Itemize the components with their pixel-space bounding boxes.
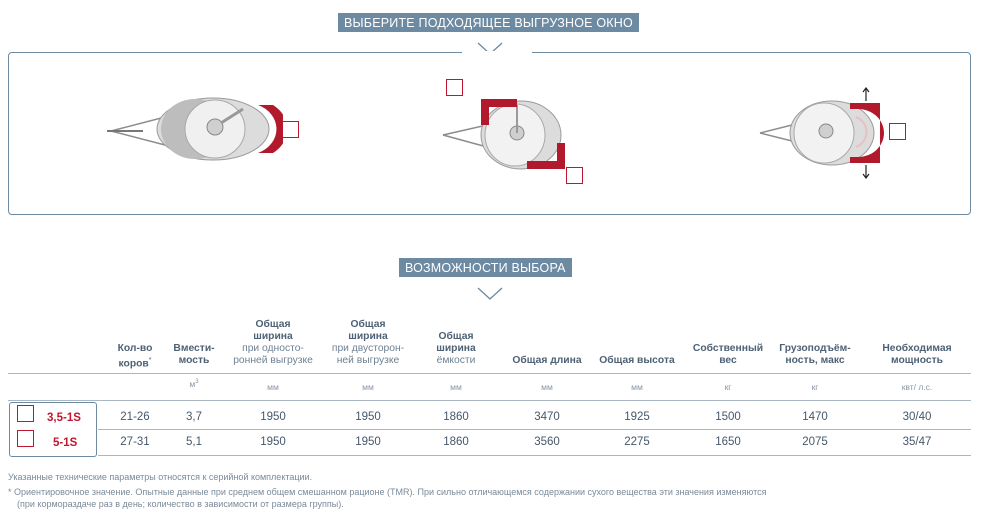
unit-height: мм [631, 382, 643, 392]
table-bottom-divider [98, 455, 971, 456]
cell-width-single: 1950 [260, 436, 286, 448]
unload-window-panel [8, 52, 971, 215]
unit-payload: кг [811, 382, 819, 392]
cell-cows: 21-26 [120, 411, 150, 423]
cell-cows: 27-31 [120, 436, 150, 448]
model-checkbox-1[interactable] [17, 405, 34, 422]
model-name: 3,5-1S [47, 412, 81, 424]
unit-length: мм [541, 382, 553, 392]
cell-capacity: 3,7 [186, 411, 202, 423]
cell-power: 30/40 [902, 411, 932, 423]
col-header-width-tank: Общая ширина ёмкости [436, 331, 476, 366]
select-window-banner: ВЫБЕРИТЕ ПОДХОДЯЩЕЕ ВЫГРУЗНОЕ ОКНО [338, 13, 639, 32]
mixer-side-window-image [103, 95, 283, 163]
col-header-capacity: Вмести- мость [173, 343, 215, 366]
cell-weight: 1650 [715, 436, 741, 448]
cell-capacity: 5,1 [186, 436, 202, 448]
col-header-cows: Кол-во коров* [117, 343, 153, 370]
cell-power: 35/47 [902, 436, 932, 448]
side-window-checkbox[interactable] [282, 121, 299, 138]
col-header-width-single: Общая ширина при односто- ронней выгрузке [233, 319, 313, 366]
cell-payload: 2075 [802, 436, 828, 448]
header-divider [8, 373, 971, 374]
cell-height: 2275 [624, 436, 650, 448]
col-header-width-double: Общая ширина при двусторон- ней выгрузке [331, 319, 405, 366]
options-banner: ВОЗМОЖНОСТИ ВЫБОРА [399, 258, 572, 277]
cell-width-tank: 1860 [443, 411, 469, 423]
unit-capacity: $м^3$ [189, 379, 199, 389]
unit-weight: кг [724, 382, 732, 392]
units-divider [8, 400, 971, 401]
col-header-power: Необходимая мощность [882, 343, 952, 366]
mixer-adjustable-window-image [754, 87, 894, 179]
col-header-weight: Собственный вес [692, 343, 764, 366]
cell-width-tank: 1860 [443, 436, 469, 448]
cell-weight: 1500 [715, 411, 741, 423]
cell-width-double: 1950 [355, 436, 381, 448]
cell-height: 1925 [624, 411, 650, 423]
footnote-standard-equipment: Указанные технические параметры относятся к серийной комплектации. [8, 472, 313, 482]
footnote-estimate: * Ориентировочное значение. Опытные данные при среднем общем смешанном рационе (TMR). При сильно отличающемся содержании сухого вещества эти значения изменяются [8, 487, 767, 497]
col-header-payload: Грузоподъём- ность, макс [779, 343, 851, 366]
col-header-length: Общая длина [512, 355, 582, 366]
unit-width-tank: мм [450, 382, 462, 392]
cell-width-single: 1950 [260, 411, 286, 423]
adjustable-window-checkbox[interactable] [889, 123, 906, 140]
unit-width-single: мм [267, 382, 279, 392]
cell-payload: 1470 [802, 411, 828, 423]
footnote-estimate-cont: (при кормораздаче раз в день; количество в зависимости от размера группы). [17, 499, 344, 509]
rear-window-checkbox[interactable] [566, 167, 583, 184]
cell-length: 3470 [534, 411, 560, 423]
chevron-down-icon [477, 287, 503, 301]
model-name: 5-1S [53, 437, 78, 449]
cell-length: 3560 [534, 436, 560, 448]
unit-power: квт/ л.с. [901, 382, 933, 392]
unit-width-double: мм [362, 382, 374, 392]
cell-width-double: 1950 [355, 411, 381, 423]
mixer-double-window-image [437, 95, 577, 175]
front-window-checkbox[interactable] [446, 79, 463, 96]
col-header-height: Общая высота [599, 355, 675, 366]
model-checkbox-2[interactable] [17, 430, 34, 447]
row-divider [98, 429, 971, 430]
